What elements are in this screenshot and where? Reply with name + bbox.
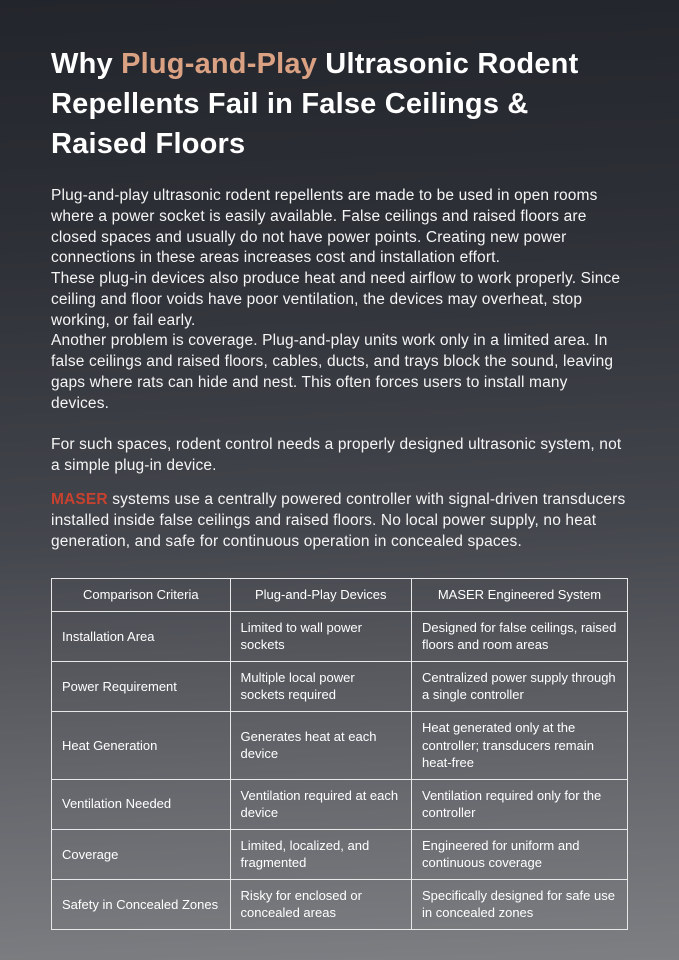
table-row <box>52 611 628 661</box>
title-text-part2: Ultrasonic Rodent Repellents Fail in False Ceilings & Raised Floors <box>51 48 579 161</box>
table-header-criteria: Comparison Criteria <box>52 579 231 612</box>
table-row <box>52 661 628 711</box>
table-cell: Specifically designed for safe use in concealed zones <box>411 879 627 929</box>
table-cell: Power Requirement <box>52 661 231 711</box>
title-text-part1: Why <box>51 48 122 80</box>
table-row <box>52 712 628 780</box>
intro-paragraph-2: These plug-in devices also produce heat and need airflow to work properly. Since ceiling and floor voids have poor ventilation, the devices may overheat, stop working, or fail early. <box>51 270 621 329</box>
table-cell: Ventilation required at each device <box>230 779 411 829</box>
table-header-row <box>52 579 628 612</box>
table-row <box>52 829 628 879</box>
table-cell: Heat generated only at the controller; transducers remain heat-free <box>411 712 627 780</box>
table-header-plug-and-play: Plug-and-Play Devices <box>230 579 411 612</box>
table-cell: Heat Generation <box>52 712 231 780</box>
table-cell: Safety in Concealed Zones <box>52 879 231 929</box>
statement-paragraph: For such spaces, rodent control needs a properly designed ultrasonic system, not a simple plug-in device. <box>51 436 622 475</box>
maser-paragraph <box>51 490 628 552</box>
table-cell: Ventilation required only for the controller <box>411 779 627 829</box>
table-header-maser-system: MASER Engineered System <box>411 579 627 612</box>
table-cell: Limited, localized, and fragmented <box>230 829 411 879</box>
table-cell: Centralized power supply through a single controller <box>411 661 627 711</box>
table-cell: Ventilation Needed <box>52 779 231 829</box>
brand-name: MASER <box>51 491 108 508</box>
table-cell: Generates heat at each device <box>230 712 411 780</box>
intro-section <box>51 186 628 414</box>
table-cell: Designed for false ceilings, raised floors and room areas <box>411 611 627 661</box>
table-cell: Limited to wall power sockets <box>230 611 411 661</box>
intro-paragraph-3: Another problem is coverage. Plug-and-play units work only in a limited area. In false ceilings and raised floors, cables, ducts, and trays block the sound, leaving gaps where rats can hide and nest. This often forces users to install many devices. <box>51 332 614 412</box>
table-cell: Installation Area <box>52 611 231 661</box>
table-cell: Coverage <box>52 829 231 879</box>
table-cell: Multiple local power sockets required <box>230 661 411 711</box>
intro-paragraph-1: Plug-and-play ultrasonic rodent repellents are made to be used in open rooms where a power socket is easily available. False ceilings and raised floors are closed spaces and usually do not have power points. Creating new power connections in these areas increases cost and installation effort. <box>51 187 598 267</box>
page-title <box>51 44 628 164</box>
maser-paragraph-text: systems use a centrally powered controller with signal-driven transducers installed inside false ceilings and raised floors. No local power supply, no heat generation, and safe for continuous operation in concealed spaces. <box>51 491 626 550</box>
comparison-table <box>51 578 628 930</box>
table-cell: Engineered for uniform and continuous coverage <box>411 829 627 879</box>
table-cell: Risky for enclosed or concealed areas <box>230 879 411 929</box>
table-row <box>52 879 628 929</box>
title-accent: Plug-and-Play <box>121 48 318 80</box>
table-row <box>52 779 628 829</box>
